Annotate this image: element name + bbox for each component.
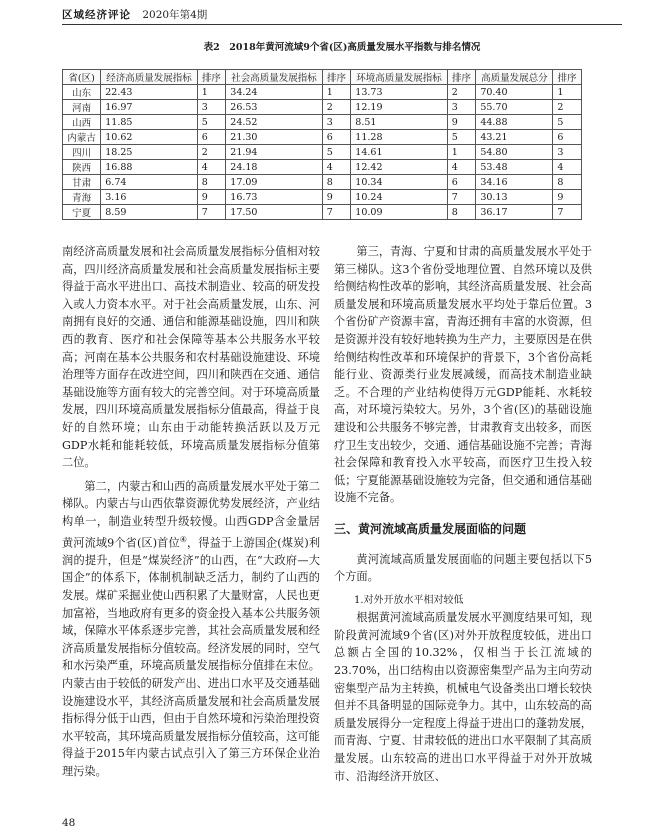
table-caption: 表2 2018年黄河流域9个省(区)高质量发展水平指数与排名情况 [203, 42, 481, 53]
table-cell: 34.16 [476, 175, 553, 190]
table-row [63, 130, 582, 145]
table-cell: 1 [447, 145, 476, 160]
table-cell: 24.52 [226, 115, 322, 130]
column-header: 省(区) [63, 70, 101, 85]
issue-label: 2020年第4期 [142, 9, 208, 21]
table-cell: 宁夏 [63, 205, 101, 220]
column-header: 环境高质量发展指标 [351, 70, 447, 85]
table-cell: 4 [447, 160, 476, 175]
table-cell: 17.50 [226, 205, 322, 220]
table-cell: 山西 [63, 115, 101, 130]
column-header: 排序 [322, 70, 351, 85]
table-cell: 21.94 [226, 145, 322, 160]
development-index-table [62, 69, 582, 220]
table-cell: 8 [447, 205, 476, 220]
table-cell: 43.21 [476, 130, 553, 145]
table-cell: 36.17 [476, 205, 553, 220]
table-cell: 7 [197, 205, 226, 220]
body-paragraph: 黄河流域高质量发展面临的问题主要包括以下5个方面。 [334, 552, 592, 584]
table-cell: 22.43 [101, 85, 197, 100]
section-heading: 三、黄河流域高质量发展面临的问题 [334, 521, 527, 536]
table-cell: 7 [447, 190, 476, 205]
table-cell: 3 [553, 145, 582, 160]
table-cell: 内蒙古 [63, 130, 101, 145]
right-text-column [334, 243, 592, 785]
table-cell: 18.25 [101, 145, 197, 160]
subsection-heading: 1.对外开放水平相对较低 [354, 594, 464, 606]
table-cell: 11.85 [101, 115, 197, 130]
table-cell: 54.80 [476, 145, 553, 160]
table-cell: 6 [553, 130, 582, 145]
column-header: 经济高质量发展指标 [101, 70, 197, 85]
table-cell: 1 [553, 85, 582, 100]
table-cell: 2 [447, 85, 476, 100]
table-cell: 山东 [63, 85, 101, 100]
table-cell: 8.51 [351, 115, 447, 130]
column-header: 高质量发展总分 [476, 70, 553, 85]
table-cell: 9 [553, 190, 582, 205]
column-header: 排序 [447, 70, 476, 85]
journal-name: 区域经济评论 [62, 9, 131, 21]
table-cell: 5 [447, 130, 476, 145]
table-cell: 2 [553, 100, 582, 115]
table-row [63, 160, 582, 175]
table-cell: 8 [322, 175, 351, 190]
body-paragraph: 根据黄河流域高质量发展水平测度结果可知，现阶段黄河流域9个省(区)对外开放程度较低，进出口总额占全国的10.32%，仅相当于长江流域的23.70%，出口结构由以资源密集型产品为主向劳动密集型产品为主转换，机械电气设备类出口增长较快但并不具备明显的国际竞争力。其中，山东较高的高质量发展得分一定程度上得益于进出口的蓬勃发展，而青海、宁夏、甘肃较低的进出口水平限制了其高质量发展。山东较高的进出口水平得益于对外开放城市、沿海经济开放区、 [334, 611, 592, 783]
table-cell: 7 [322, 205, 351, 220]
table-cell: 70.40 [476, 85, 553, 100]
table-cell: 26.53 [226, 100, 322, 115]
table-cell: 5 [553, 115, 582, 130]
column-header: 社会高质量发展指标 [226, 70, 322, 85]
table-cell: 6 [197, 130, 226, 145]
table-cell: 3 [322, 115, 351, 130]
table-cell: 12.42 [351, 160, 447, 175]
table-cell: 2 [197, 145, 226, 160]
table-cell: 5 [322, 145, 351, 160]
table-cell: 6 [447, 175, 476, 190]
column-header: 排序 [553, 70, 582, 85]
table-cell: 10.24 [351, 190, 447, 205]
table-cell: 3.16 [101, 190, 197, 205]
table-cell: 5 [197, 115, 226, 130]
table-cell: 3 [447, 100, 476, 115]
table-cell: 16.73 [226, 190, 322, 205]
table-cell: 44.88 [476, 115, 553, 130]
table-cell: 14.61 [351, 145, 447, 160]
table-row [63, 175, 582, 190]
table-cell: 12.19 [351, 100, 447, 115]
table-cell: 3 [197, 100, 226, 115]
footnote-marker[interactable]: ④ [179, 534, 188, 544]
table-cell: 8 [553, 175, 582, 190]
table-cell: 6 [322, 130, 351, 145]
table-cell: 34.24 [226, 85, 322, 100]
table-cell: 8 [197, 175, 226, 190]
table-cell: 24.18 [226, 160, 322, 175]
table-row [63, 115, 582, 130]
table-cell: 11.28 [351, 130, 447, 145]
table-cell: 9 [322, 190, 351, 205]
table-cell: 2 [322, 100, 351, 115]
table-cell: 16.97 [101, 100, 197, 115]
table-row [63, 85, 582, 100]
table-cell: 55.70 [476, 100, 553, 115]
table-cell: 16.88 [101, 160, 197, 175]
page-number: 48 [62, 817, 76, 829]
table-cell: 7 [553, 205, 582, 220]
body-paragraph: 第三，青海、宁夏和甘肃的高质量发展水平处于第三梯队。这3个省份受地理位置、自然环境以及供给侧结构性改革的影响，其经济高质量发展、社会高质量发展和环境高质量发展水平均处于靠后位置。3个省份矿产资源丰富，青海还拥有丰富的水资源，但是资源并没有较好地转换为生产力，主要原因是在供给侧结构性改革和环境保护的背景下，3个省份高耗能行业、资源类行业发展减缓，而高技术制造业缺乏。不合理的产业结构使得万元GDP能耗、水耗较高，对环境污染较大。另外，3个省(区)的基础设施建设和公共服务不够完善，甘肃教育支出较多，而医疗卫生支出较少，交通、通信基础设施不完善；青海社会保障和教育投入水平较高，而医疗卫生投入较低；宁夏能源基础设施较为完备，但交通和通信基础设施不完备。 [334, 245, 592, 505]
body-paragraph [62, 478, 320, 781]
table-cell: 4 [197, 160, 226, 175]
table-cell: 10.09 [351, 205, 447, 220]
table-row [63, 145, 582, 160]
table-cell: 8.59 [101, 205, 197, 220]
paragraph-text: 第二，内蒙古和山西的高质量发展水平处于第二梯队。内蒙古与山西依靠资源优势发展经济，产业结构单一，制造业转型升级较慢。山西GDP含金量居黄河流域9个省(区)首位 [62, 479, 320, 550]
table-cell: 10.62 [101, 130, 197, 145]
table-cell: 13.73 [351, 85, 447, 100]
table-cell: 河南 [63, 100, 101, 115]
table-cell: 6.74 [101, 175, 197, 190]
table-cell: 53.48 [476, 160, 553, 175]
table-cell: 10.34 [351, 175, 447, 190]
table-row [63, 190, 582, 205]
table-cell: 9 [447, 115, 476, 130]
table-cell: 陕西 [63, 160, 101, 175]
body-paragraph: 南经济高质量发展和社会高质量发展指标分值相对较高，四川经济高质量发展和社会高质量发展指标主要得益于高水平进出口、高技术制造业、较高的研发投入或人力资本水平。对于社会高质量发展，山东、河南拥有良好的交通、通信和能源基础设施，四川和陕西的教育、医疗和社会保障等基本公共服务水平较高；河南在基本公共服务和农村基础设施建设、环境治理等方面存在改进空间，四川和陕西在交通、通信基础设施等方面有较大的完善空间。对于环境高质量发展，四川环境高质量发展指标分值最高，得益于良好的自然环境；山东由于动能转换活跃以及万元GDP水耗和能耗较低，环境高质量发展指标分值第二位。 [62, 245, 320, 470]
paragraph-text: ，得益于上游国企(煤炭)利润的提升，但是“煤炭经济”的山西，在“大政府—大国企”的体系下，体制机制缺乏活力，制约了山西的发展。煤矿采掘业使山西积累了大量财富，人民也更加富裕，当地政府有更多的资金投入基本公共服务领域，保障水平体系逐步完善，其社会高质量发展和经济高质量发展指标分值较高。经济发展的同时，空气和水污染严重，环境高质量发展指标分值排在末位。内蒙古由于较低的研发产出、进出口水平及交通基础设施建设水平，其经济高质量发展和社会高质量发展指标得分低于山西，但由于自然环境和污染治理投资水平较高，其环境高质量发展指标分值较高，这可能得益于2015年内蒙古试点引入了第三方环保企业治理污染。 [62, 536, 321, 778]
column-header: 排序 [197, 70, 226, 85]
table-cell: 1 [322, 85, 351, 100]
table-header-row [63, 70, 582, 85]
left-text-column [62, 243, 320, 781]
table-cell: 21.30 [226, 130, 322, 145]
table-cell: 30.13 [476, 190, 553, 205]
table-cell: 4 [322, 160, 351, 175]
table-row [63, 205, 582, 220]
running-header [62, 6, 622, 25]
table-cell: 17.09 [226, 175, 322, 190]
table-cell: 甘肃 [63, 175, 101, 190]
table-row [63, 100, 582, 115]
table-cell: 4 [553, 160, 582, 175]
table-cell: 青海 [63, 190, 101, 205]
table-cell: 1 [197, 85, 226, 100]
table-cell: 9 [197, 190, 226, 205]
table-cell: 四川 [63, 145, 101, 160]
